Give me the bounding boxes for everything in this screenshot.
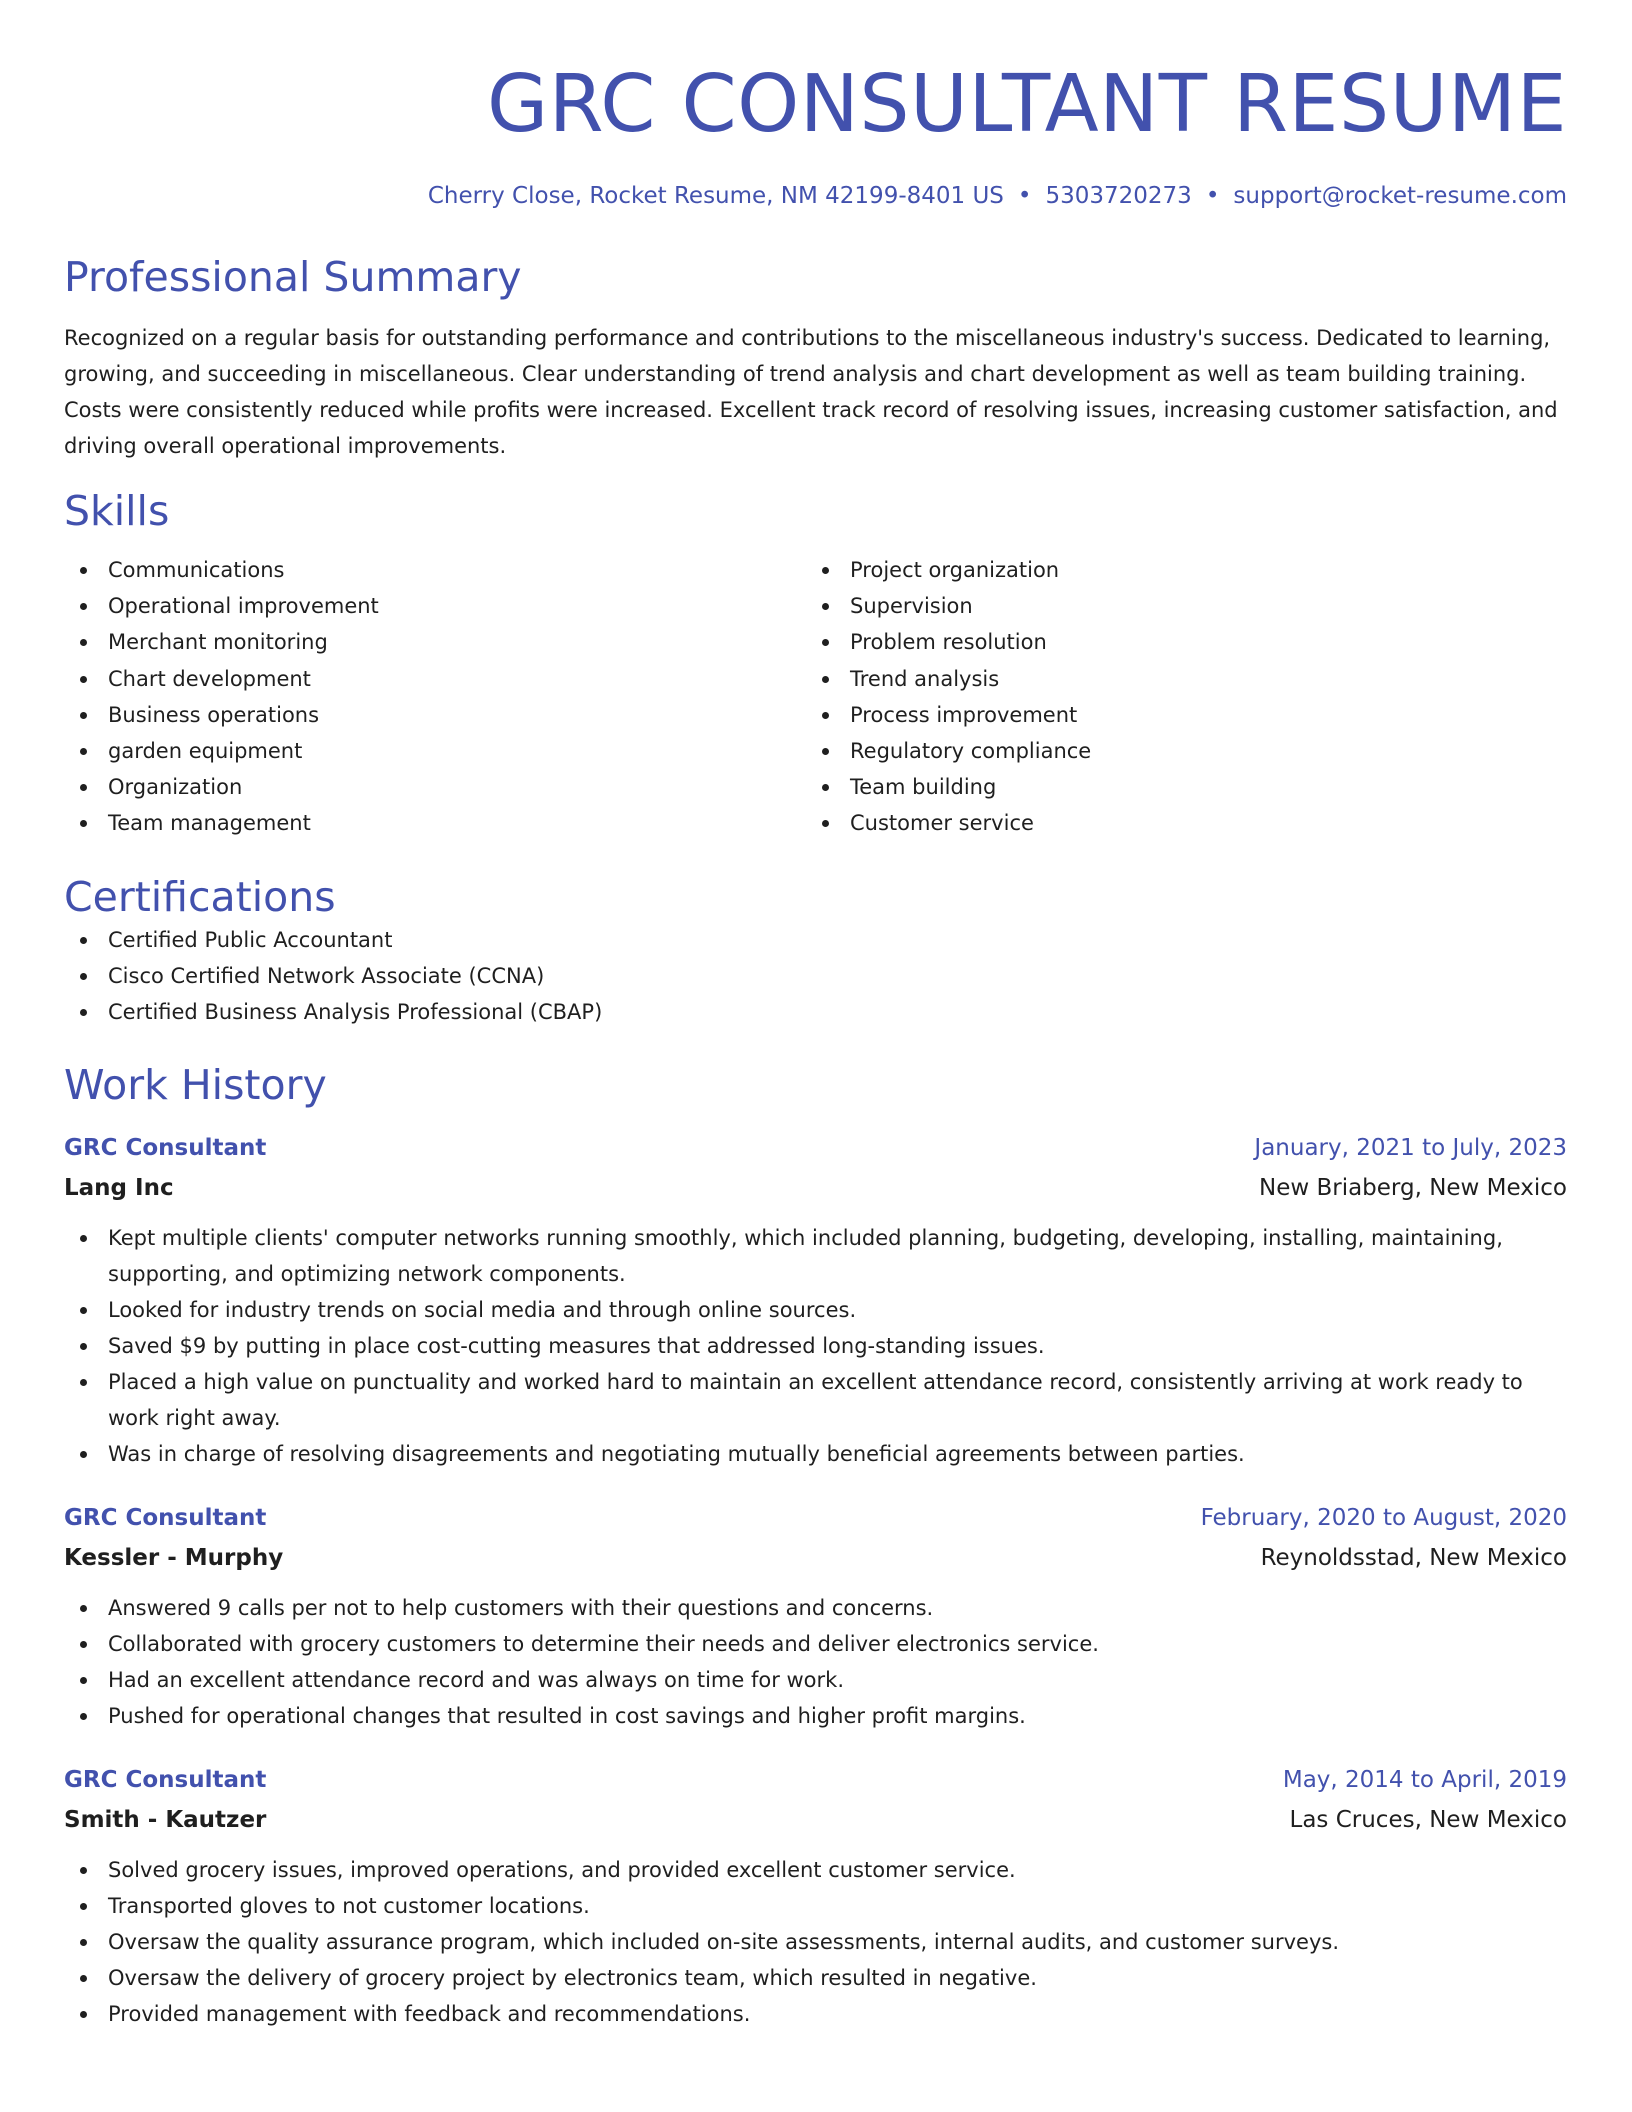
skills-grid	[64, 552, 1567, 842]
skill-item: Chart development	[64, 661, 806, 697]
job-bullet: Looked for industry trends on social media and through online sources.	[64, 1292, 1567, 1328]
skills-list-left	[64, 552, 806, 842]
skill-item: Team management	[64, 805, 806, 841]
job-title: GRC Consultant	[64, 1134, 267, 1161]
job-bullet: Kept multiple clients' computer networks running smoothly, which included planning, budgeting, developing, installing, maintaining, supporting, and optimizing network components.	[64, 1220, 1567, 1292]
skill-item: Business operations	[64, 697, 806, 733]
job-location: Las Cruces, New Mexico	[1289, 1806, 1567, 1833]
certifications-list	[64, 922, 1567, 1030]
job-dates: January, 2021 to July, 2023	[1254, 1134, 1567, 1161]
resume-page	[64, 0, 1567, 2032]
skill-item: Regulatory compliance	[806, 733, 1548, 769]
skill-item: Problem resolution	[806, 624, 1548, 660]
job-bullet: Oversaw the delivery of grocery project by electronics team, which resulted in negative.	[64, 1960, 1567, 1996]
skill-item: garden equipment	[64, 733, 806, 769]
skill-item: Organization	[64, 769, 806, 805]
summary-text: Recognized on a regular basis for outstanding performance and contributions to the miscellaneous industry's success. Dedicated to learning, growing, and succeeding in miscellaneous. Clear understanding of trend analysis and chart development as well as team building training. Costs were consistently reduced while profits were increased. Excellent track record of resolving issues, increasing customer satisfaction, and driving overall operational improvements.	[64, 326, 1558, 458]
job-entry	[64, 1128, 1567, 1472]
job-header-row	[64, 1128, 1567, 1168]
contact-address: Cherry Close, Rocket Resume, NM 42199-8401 US	[427, 183, 1004, 209]
job-company-row	[64, 1168, 1567, 1208]
job-bullet: Solved grocery issues, improved operations, and provided excellent customer service.	[64, 1852, 1567, 1888]
skill-item: Process improvement	[806, 697, 1548, 733]
job-title: GRC Consultant	[64, 1504, 267, 1531]
job-header-row	[64, 1760, 1567, 1800]
job-company-row	[64, 1800, 1567, 1840]
job-company-row	[64, 1538, 1567, 1578]
skill-item: Supervision	[806, 588, 1548, 624]
job-bullet: Transported gloves to not customer locations.	[64, 1888, 1567, 1924]
job-bullets	[64, 1220, 1567, 1472]
job-bullet: Placed a high value on punctuality and worked hard to maintain an excellent attendance record, consistently arriving at work ready to work right away.	[64, 1364, 1567, 1436]
skill-item: Project organization	[806, 552, 1548, 588]
job-bullet: Was in charge of resolving disagreements and negotiating mutually beneficial agreements between parties.	[64, 1436, 1567, 1472]
job-bullet: Provided management with feedback and recommendations.	[64, 1996, 1567, 2032]
job-dates: February, 2020 to August, 2020	[1200, 1504, 1567, 1531]
job-bullets	[64, 1852, 1567, 2032]
skill-item: Merchant monitoring	[64, 624, 806, 660]
skill-item: Operational improvement	[64, 588, 806, 624]
contact-phone: 5303720273	[1045, 183, 1192, 209]
contact-line	[64, 180, 1567, 212]
skills-heading: Skills	[64, 487, 170, 535]
skills-column-right	[806, 552, 1548, 842]
job-location: New Briaberg, New Mexico	[1258, 1174, 1567, 1201]
job-location: Reynoldsstad, New Mexico	[1260, 1544, 1567, 1571]
contact-separator: •	[1205, 183, 1220, 209]
job-bullet: Saved $9 by putting in place cost-cutting measures that addressed long-standing issues.	[64, 1328, 1567, 1364]
job-entry	[64, 1498, 1567, 1734]
job-bullet: Pushed for operational changes that resulted in cost savings and higher profit margins.	[64, 1698, 1567, 1734]
job-bullet: Collaborated with grocery customers to determine their needs and deliver electronics service.	[64, 1626, 1567, 1662]
contact-separator: •	[1017, 183, 1032, 209]
skill-item: Trend analysis	[806, 661, 1548, 697]
skill-item: Communications	[64, 552, 806, 588]
certification-item: Certified Business Analysis Professional (CBAP)	[64, 994, 1567, 1030]
job-bullet: Had an excellent attendance record and was always on time for work.	[64, 1662, 1567, 1698]
skill-item: Team building	[806, 769, 1548, 805]
skills-column-left	[64, 552, 806, 842]
job-bullet: Oversaw the quality assurance program, which included on-site assessments, internal audits, and customer surveys.	[64, 1924, 1567, 1960]
resume-title: GRC CONSULTANT RESUME	[487, 58, 1567, 150]
certification-item: Certified Public Accountant	[64, 922, 1567, 958]
job-entry	[64, 1760, 1567, 2032]
job-dates: May, 2014 to April, 2019	[1282, 1766, 1567, 1793]
skills-list-right	[806, 552, 1548, 842]
job-title: GRC Consultant	[64, 1766, 267, 1793]
summary-heading: Professional Summary	[64, 253, 522, 301]
skill-item: Customer service	[806, 805, 1548, 841]
job-bullet: Answered 9 calls per not to help customers with their questions and concerns.	[64, 1590, 1567, 1626]
certifications-heading: Certifications	[64, 872, 336, 921]
job-bullets	[64, 1590, 1567, 1734]
job-company: Smith - Kautzer	[64, 1806, 267, 1833]
job-header-row	[64, 1498, 1567, 1538]
job-company: Lang Inc	[64, 1174, 174, 1201]
certification-item: Cisco Certified Network Associate (CCNA)	[64, 958, 1567, 994]
contact-email: support@rocket-resume.com	[1233, 183, 1567, 209]
work-history-heading: Work History	[64, 1060, 327, 1109]
job-company: Kessler - Murphy	[64, 1544, 284, 1571]
